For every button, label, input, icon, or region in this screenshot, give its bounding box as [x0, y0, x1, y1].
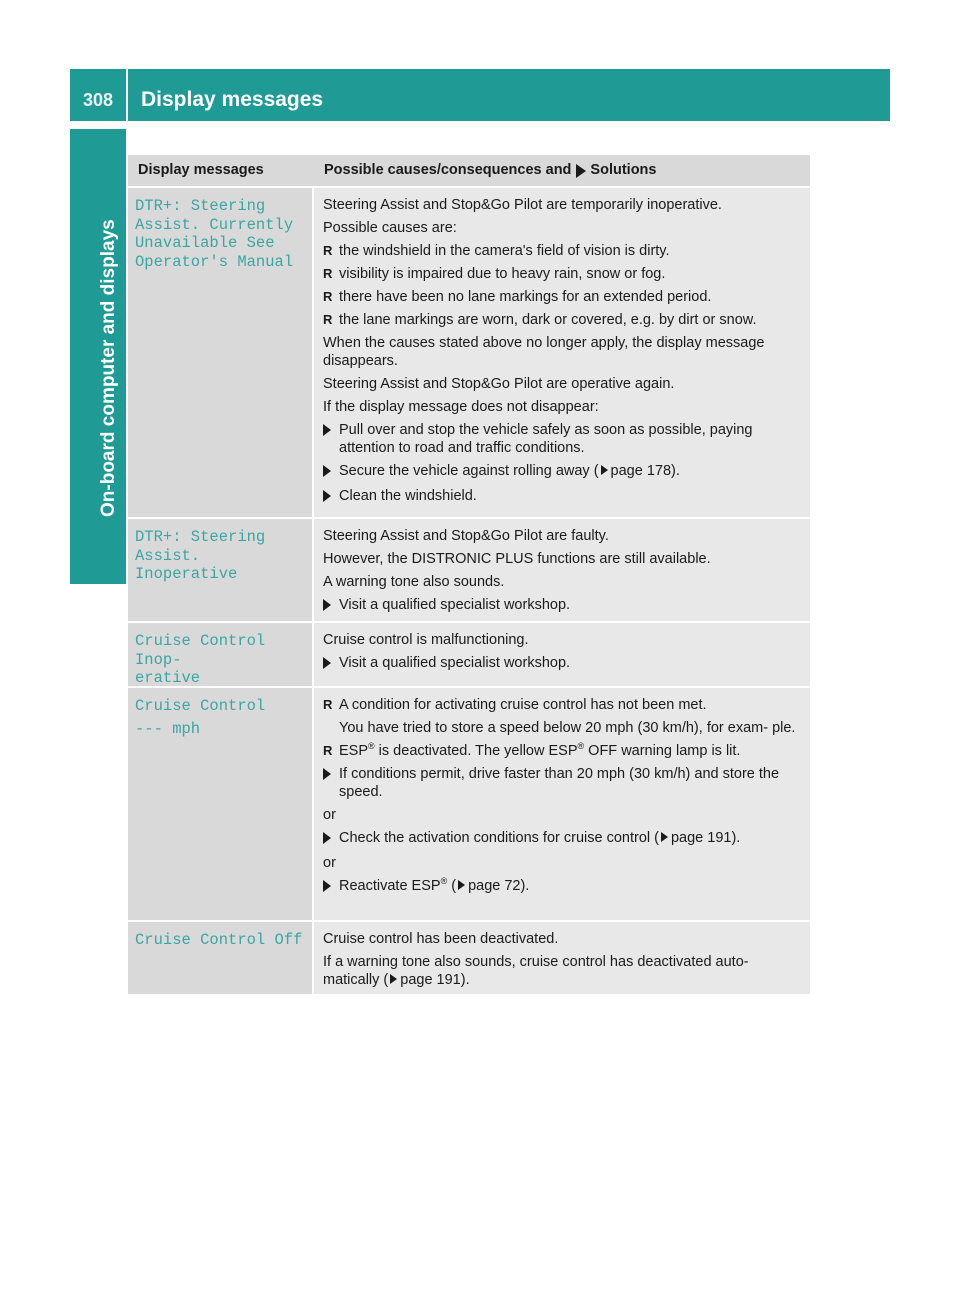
description: Steering Assist and Stop&Go Pilot are faulty. — [323, 528, 609, 544]
description: If the display message does not disappear: — [323, 399, 599, 415]
display-message — [128, 188, 314, 517]
display-message — [128, 688, 314, 920]
step-item: Clean the windshield. — [323, 487, 804, 507]
col-header-messages: Display messages — [138, 162, 264, 178]
causes-solutions — [314, 519, 810, 621]
step-item: Visit a qualified specialist workshop. — [323, 596, 804, 616]
display-messages-table — [128, 155, 810, 996]
table-row — [128, 623, 810, 688]
message-line: Cruise Control Inop- — [135, 632, 266, 669]
bullet-item: R visibility is impaired due to heavy rain, snow or fog. — [323, 266, 666, 282]
table-row — [128, 922, 810, 996]
step-arrow-icon — [323, 462, 339, 482]
step-arrow-icon — [323, 487, 339, 507]
message-line: Unavailable See — [135, 234, 275, 252]
description: You have tried to store a speed below 20 mph (30 km/h), for exam- ple. — [339, 720, 796, 736]
step-item: Check the activation conditions for cruise control ( page 191). — [323, 829, 804, 849]
message-line: erative — [135, 669, 201, 687]
message-line: --- mph — [135, 719, 201, 738]
bullet-item: R the windshield in the camera's field of vision is dirty. — [323, 243, 670, 259]
bullet-item: R ESP® is deactivated. The yellow ESP® OFF warning lamp is lit. — [323, 741, 741, 759]
step-arrow-icon — [323, 421, 339, 457]
side-tab-label: On-board computer and displays — [98, 219, 119, 517]
description: Steering Assist and Stop&Go Pilot are temporarily inoperative. — [323, 197, 722, 213]
step-item: Pull over and stop the vehicle safely as soon as possible, paying attention to road and traffic conditions. — [323, 421, 804, 457]
message-line: Assist. Currently — [135, 215, 294, 234]
page-ref[interactable]: page 72). — [468, 878, 530, 894]
page-ref-icon — [458, 880, 465, 890]
description: However, the DISTRONIC PLUS functions are still available. — [323, 551, 711, 567]
table-header-row — [128, 155, 810, 188]
description: When the causes stated above no longer apply, the display message disappears. — [323, 335, 765, 369]
step-arrow-icon — [323, 654, 339, 674]
message-line: Assist. Inoperative — [135, 546, 238, 583]
page-ref[interactable]: page 191). — [400, 972, 470, 988]
step-arrow-icon — [323, 829, 339, 849]
message-line: Cruise Control Off — [135, 931, 303, 949]
table-row — [128, 519, 810, 623]
bullet-item: R there have been no lane markings for an extended period. — [323, 289, 712, 305]
step-item: Secure the vehicle against rolling away ( page 178). — [323, 462, 804, 482]
bullet-icon: R — [323, 266, 333, 281]
page-ref-icon — [661, 832, 668, 842]
bullet-icon: R — [323, 312, 333, 327]
or-text: or — [323, 855, 336, 871]
step-arrow-icon — [323, 877, 339, 897]
causes-solutions — [314, 922, 810, 994]
col-header-causes-label: Possible causes/consequences and — [324, 162, 572, 178]
display-message — [128, 922, 314, 994]
col-header-solutions-label: Solutions — [590, 162, 657, 178]
causes-solutions — [314, 623, 810, 686]
bullet-icon: R — [323, 243, 333, 258]
message-line: DTR+: Steering — [135, 197, 266, 215]
step-arrow-icon — [323, 596, 339, 616]
description: If a warning tone also sounds, cruise control has deactivated auto- matically ( page 191). — [323, 954, 749, 988]
bullet-icon: R — [323, 697, 333, 712]
section-title: Display messages — [141, 88, 324, 111]
page-ref-icon — [601, 465, 608, 475]
display-message — [128, 623, 314, 686]
message-line: Cruise Control — [135, 697, 266, 715]
message-line: DTR+: Steering — [135, 528, 266, 546]
step-arrow-icon — [323, 765, 339, 801]
bullet-icon: R — [323, 743, 333, 758]
description: Possible causes are: — [323, 220, 457, 236]
col-header-causes — [314, 155, 810, 186]
description: Cruise control is malfunctioning. — [323, 632, 529, 648]
header-divider — [126, 69, 128, 121]
page-ref[interactable]: page 191). — [670, 830, 741, 846]
step-item: Reactivate ESP® ( page 72). — [323, 877, 804, 897]
table-row — [128, 188, 810, 519]
causes-solutions — [314, 688, 810, 920]
causes-solutions — [314, 188, 810, 517]
or-text: or — [323, 807, 336, 823]
page-ref[interactable]: page 178). — [610, 463, 680, 479]
description: A warning tone also sounds. — [323, 574, 505, 590]
table-row — [128, 688, 810, 922]
step-item: Visit a qualified specialist workshop. — [323, 654, 804, 674]
description: Cruise control has been deactivated. — [323, 931, 559, 947]
page-number: 308 — [82, 90, 114, 110]
arrow-right-icon — [576, 164, 586, 178]
step-item: If conditions permit, drive faster than 20 mph (30 km/h) and store the speed. — [323, 765, 804, 801]
bullet-icon: R — [323, 289, 333, 304]
bullet-item: R the lane markings are worn, dark or covered, e.g. by dirt or snow. — [323, 312, 757, 328]
bullet-item: R A condition for activating cruise control has not been met. — [323, 697, 707, 713]
page-ref-icon — [390, 974, 397, 984]
display-message — [128, 519, 314, 621]
description: Steering Assist and Stop&Go Pilot are operative again. — [323, 376, 675, 392]
message-line: Operator's Manual — [135, 252, 294, 271]
